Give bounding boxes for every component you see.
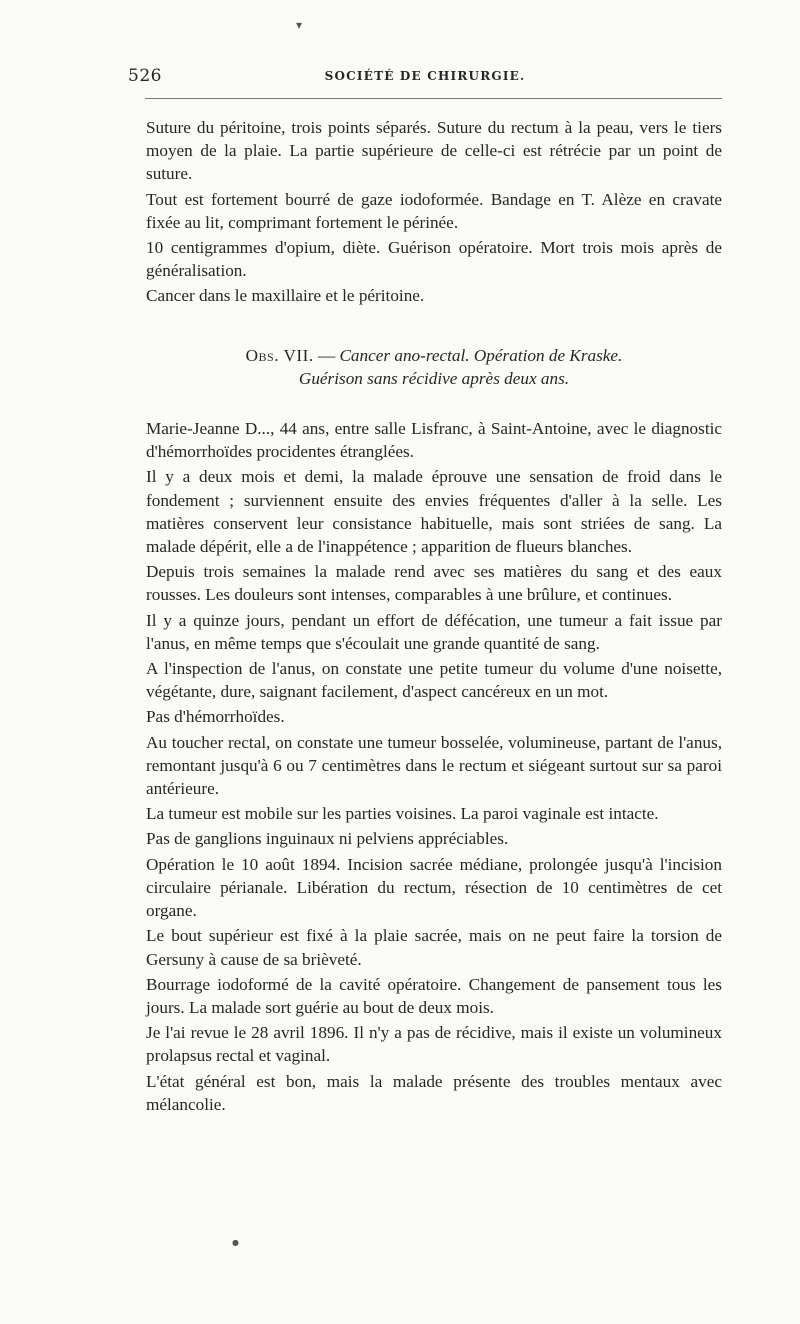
paragraph: Il y a quinze jours, pendant un effort de défécation, une tumeur a fait issue par l'anus, en même temps que s'écoulait une grande quantité de sang. <box>146 610 722 653</box>
running-title: SOCIÉTÉ DE CHIRURGIE. <box>324 69 526 83</box>
paragraph: Marie-Jeanne D..., 44 ans, entre salle Lisfranc, à Saint-Antoine, avec le diagnostic d'hémorrhoïdes procidentes étranglées. <box>146 419 722 462</box>
observation-dash: — <box>313 345 340 365</box>
observation-title-line2: Guérison sans récidive après deux ans. <box>298 368 570 388</box>
header-rule <box>145 98 722 99</box>
observation-heading <box>146 344 722 390</box>
paragraph: Opération le 10 août 1894. Incision sacrée médiane, prolongée jusqu'à l'incision circulaire périanale. Libération du rectum, résection de 10 centimètres de cet organe. <box>146 854 722 921</box>
paragraph: Tout est fortement bourré de gaze iodoformée. Bandage en T. Alèze en cravate fixée au lit, comprimant fortement le périnée. <box>146 189 722 232</box>
paragraph: Suture du péritoine, trois points séparés. Suture du rectum à la peau, vers le tiers moyen de la plaie. La partie supérieure de celle-ci est rétrécie par un point de suture. <box>146 118 722 184</box>
paragraph: Il y a deux mois et demi, la malade éprouve une sensation de froid dans le fondement ; surviennent ensuite des envies fréquentes d'aller à la selle. Les matières conservent leur consistance habituelle, mais sont striées de sang. La malade dépérit, elle a de l'inappétence ; apparition de flueurs blanches. <box>146 467 722 557</box>
paragraph: Pas de ganglions inguinaux ni pelviens appréciables. <box>146 829 509 849</box>
paragraph: A l'inspection de l'anus, on constate une petite tumeur du volume d'une noisette, végétante, dure, saignant facilement, d'aspect cancéreux en un mot. <box>146 659 722 702</box>
observation-title-line1: Cancer ano-rectal. Opération de Kraske. <box>339 345 623 365</box>
paragraph: Depuis trois semaines la malade rend avec ses matières du sang et des eaux rousses. Les douleurs sont intenses, comparables à une brûlure, et continues. <box>146 562 722 605</box>
paragraph: L'état général est bon, mais la malade présente des troubles mentaux avec mélancolie. <box>146 1071 722 1114</box>
paragraph: Bourrage iodoformé de la cavité opératoire. Changement de pansement tous les jours. La malade sort guérie au bout de deux mois. <box>146 974 722 1017</box>
paragraph: Le bout supérieur est fixé à la plaie sacrée, mais on ne peut faire la torsion de Gersuny à cause de sa brièveté. <box>146 926 722 969</box>
page-number: 526 <box>128 66 162 86</box>
scan-speck: ▾ <box>296 18 303 32</box>
scan-speck: ● <box>232 1238 239 1247</box>
paragraph: Cancer dans le maxillaire et le péritoine. <box>146 286 425 306</box>
body-text <box>146 116 722 1118</box>
paragraph: 10 centigrammes d'opium, diète. Guérison opératoire. Mort trois mois après de généralisation. <box>146 238 722 281</box>
paragraph: La tumeur est mobile sur les parties voisines. La paroi vaginale est intacte. <box>146 804 659 824</box>
page-header <box>128 66 722 90</box>
paragraph: Au toucher rectal, on constate une tumeur bosselée, volumineuse, partant de l'anus, remontant jusqu'à 6 ou 7 centimètres dans le rectum et siégeant surtout sur sa paroi antérieure. <box>146 732 722 799</box>
paragraph: Je l'ai revue le 28 avril 1896. Il n'y a pas de récidive, mais il existe un volumineux prolapsus rectal et vaginal. <box>146 1023 722 1066</box>
observation-label: Obs. VII. <box>245 345 314 365</box>
paragraph: Pas d'hémorrhoïdes. <box>146 707 285 727</box>
